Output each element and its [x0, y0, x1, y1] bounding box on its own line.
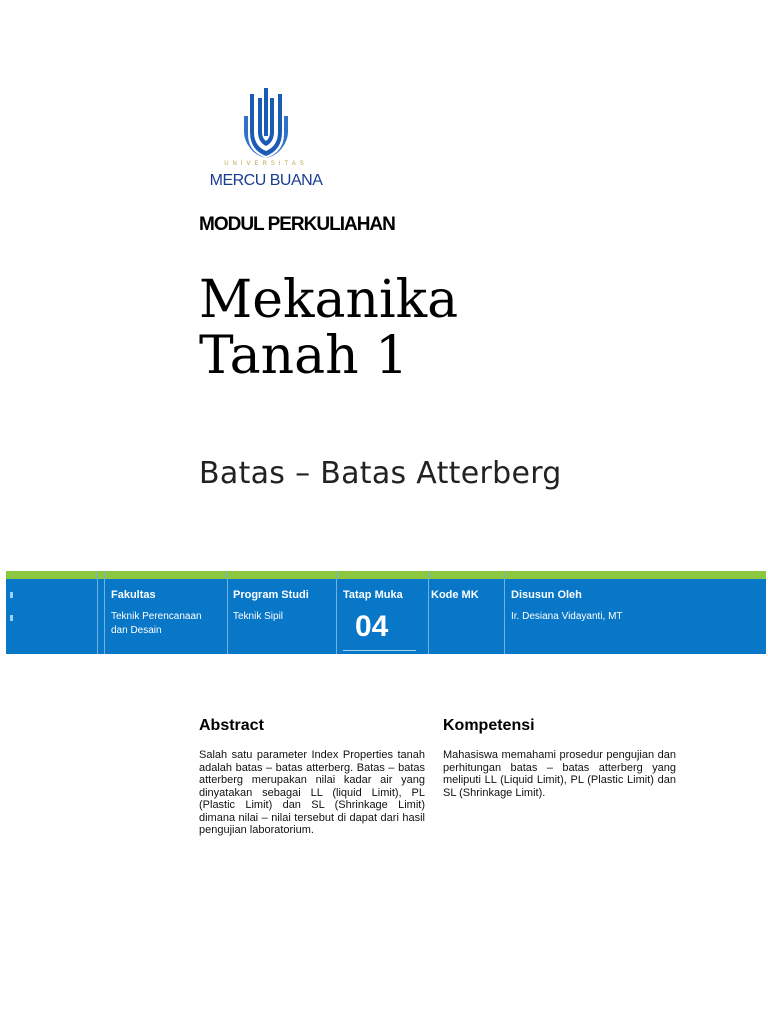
fakultas-header: Fakultas — [111, 589, 156, 601]
tatap-muka-header: Tatap Muka — [343, 589, 403, 601]
abstract-body: Salah satu parameter Index Properties tanah adalah batas – batas atterberg. Batas – batas atterberg merupakan nilai kadar air yang dinyatakan sebagai LL (liquid Limit), PL (Plastic Limit) dan SL (Shrinkage Limit) dimana nilai – nilai tersebut di dapat dari hasil pengujian laboratorium. — [199, 749, 425, 836]
band-divider — [504, 571, 505, 654]
university-logo — [198, 86, 334, 196]
band-marker — [10, 615, 13, 621]
band-marker — [10, 592, 13, 598]
disusun-oleh-value: Ir. Desiana Vidayanti, MT — [511, 611, 623, 622]
disusun-oleh-header: Disusun Oleh — [511, 589, 582, 601]
tatap-muka-underline — [343, 650, 416, 651]
tatap-muka-value: 04 — [355, 610, 389, 643]
title-line-1: Mekanika — [199, 270, 459, 330]
program-studi-header: Program Studi — [233, 589, 309, 601]
band-divider — [104, 571, 105, 654]
abstract-heading: Abstract — [199, 717, 264, 734]
logo-university-label: UNIVERSITAS — [224, 161, 308, 167]
title-line-2: Tanah 1 — [199, 326, 409, 386]
document-subtitle: Batas – Batas Atterberg — [199, 456, 562, 491]
info-band-accent — [6, 571, 766, 579]
band-divider — [227, 571, 228, 654]
band-divider — [336, 571, 337, 654]
kompetensi-heading: Kompetensi — [443, 717, 535, 734]
mercu-buana-emblem-icon — [244, 86, 288, 158]
band-divider — [97, 571, 98, 654]
kode-mk-header: Kode MK — [431, 589, 479, 601]
module-label: MODUL PERKULIAHAN — [199, 214, 395, 235]
document-title — [199, 272, 458, 384]
band-divider — [428, 571, 429, 654]
logo-university-name: MERCU BUANA — [209, 172, 323, 189]
kompetensi-body: Mahasiswa memahami prosedur pengujian dan perhitungan batas – batas atterberg yang meliputi LL (Liquid Limit), PL (Plastic Limit) dan SL (Shrinkage Limit). — [443, 749, 676, 799]
fakultas-value: Teknik Perencanaan dan Desain — [111, 611, 202, 636]
program-studi-value: Teknik Sipil — [233, 611, 284, 622]
